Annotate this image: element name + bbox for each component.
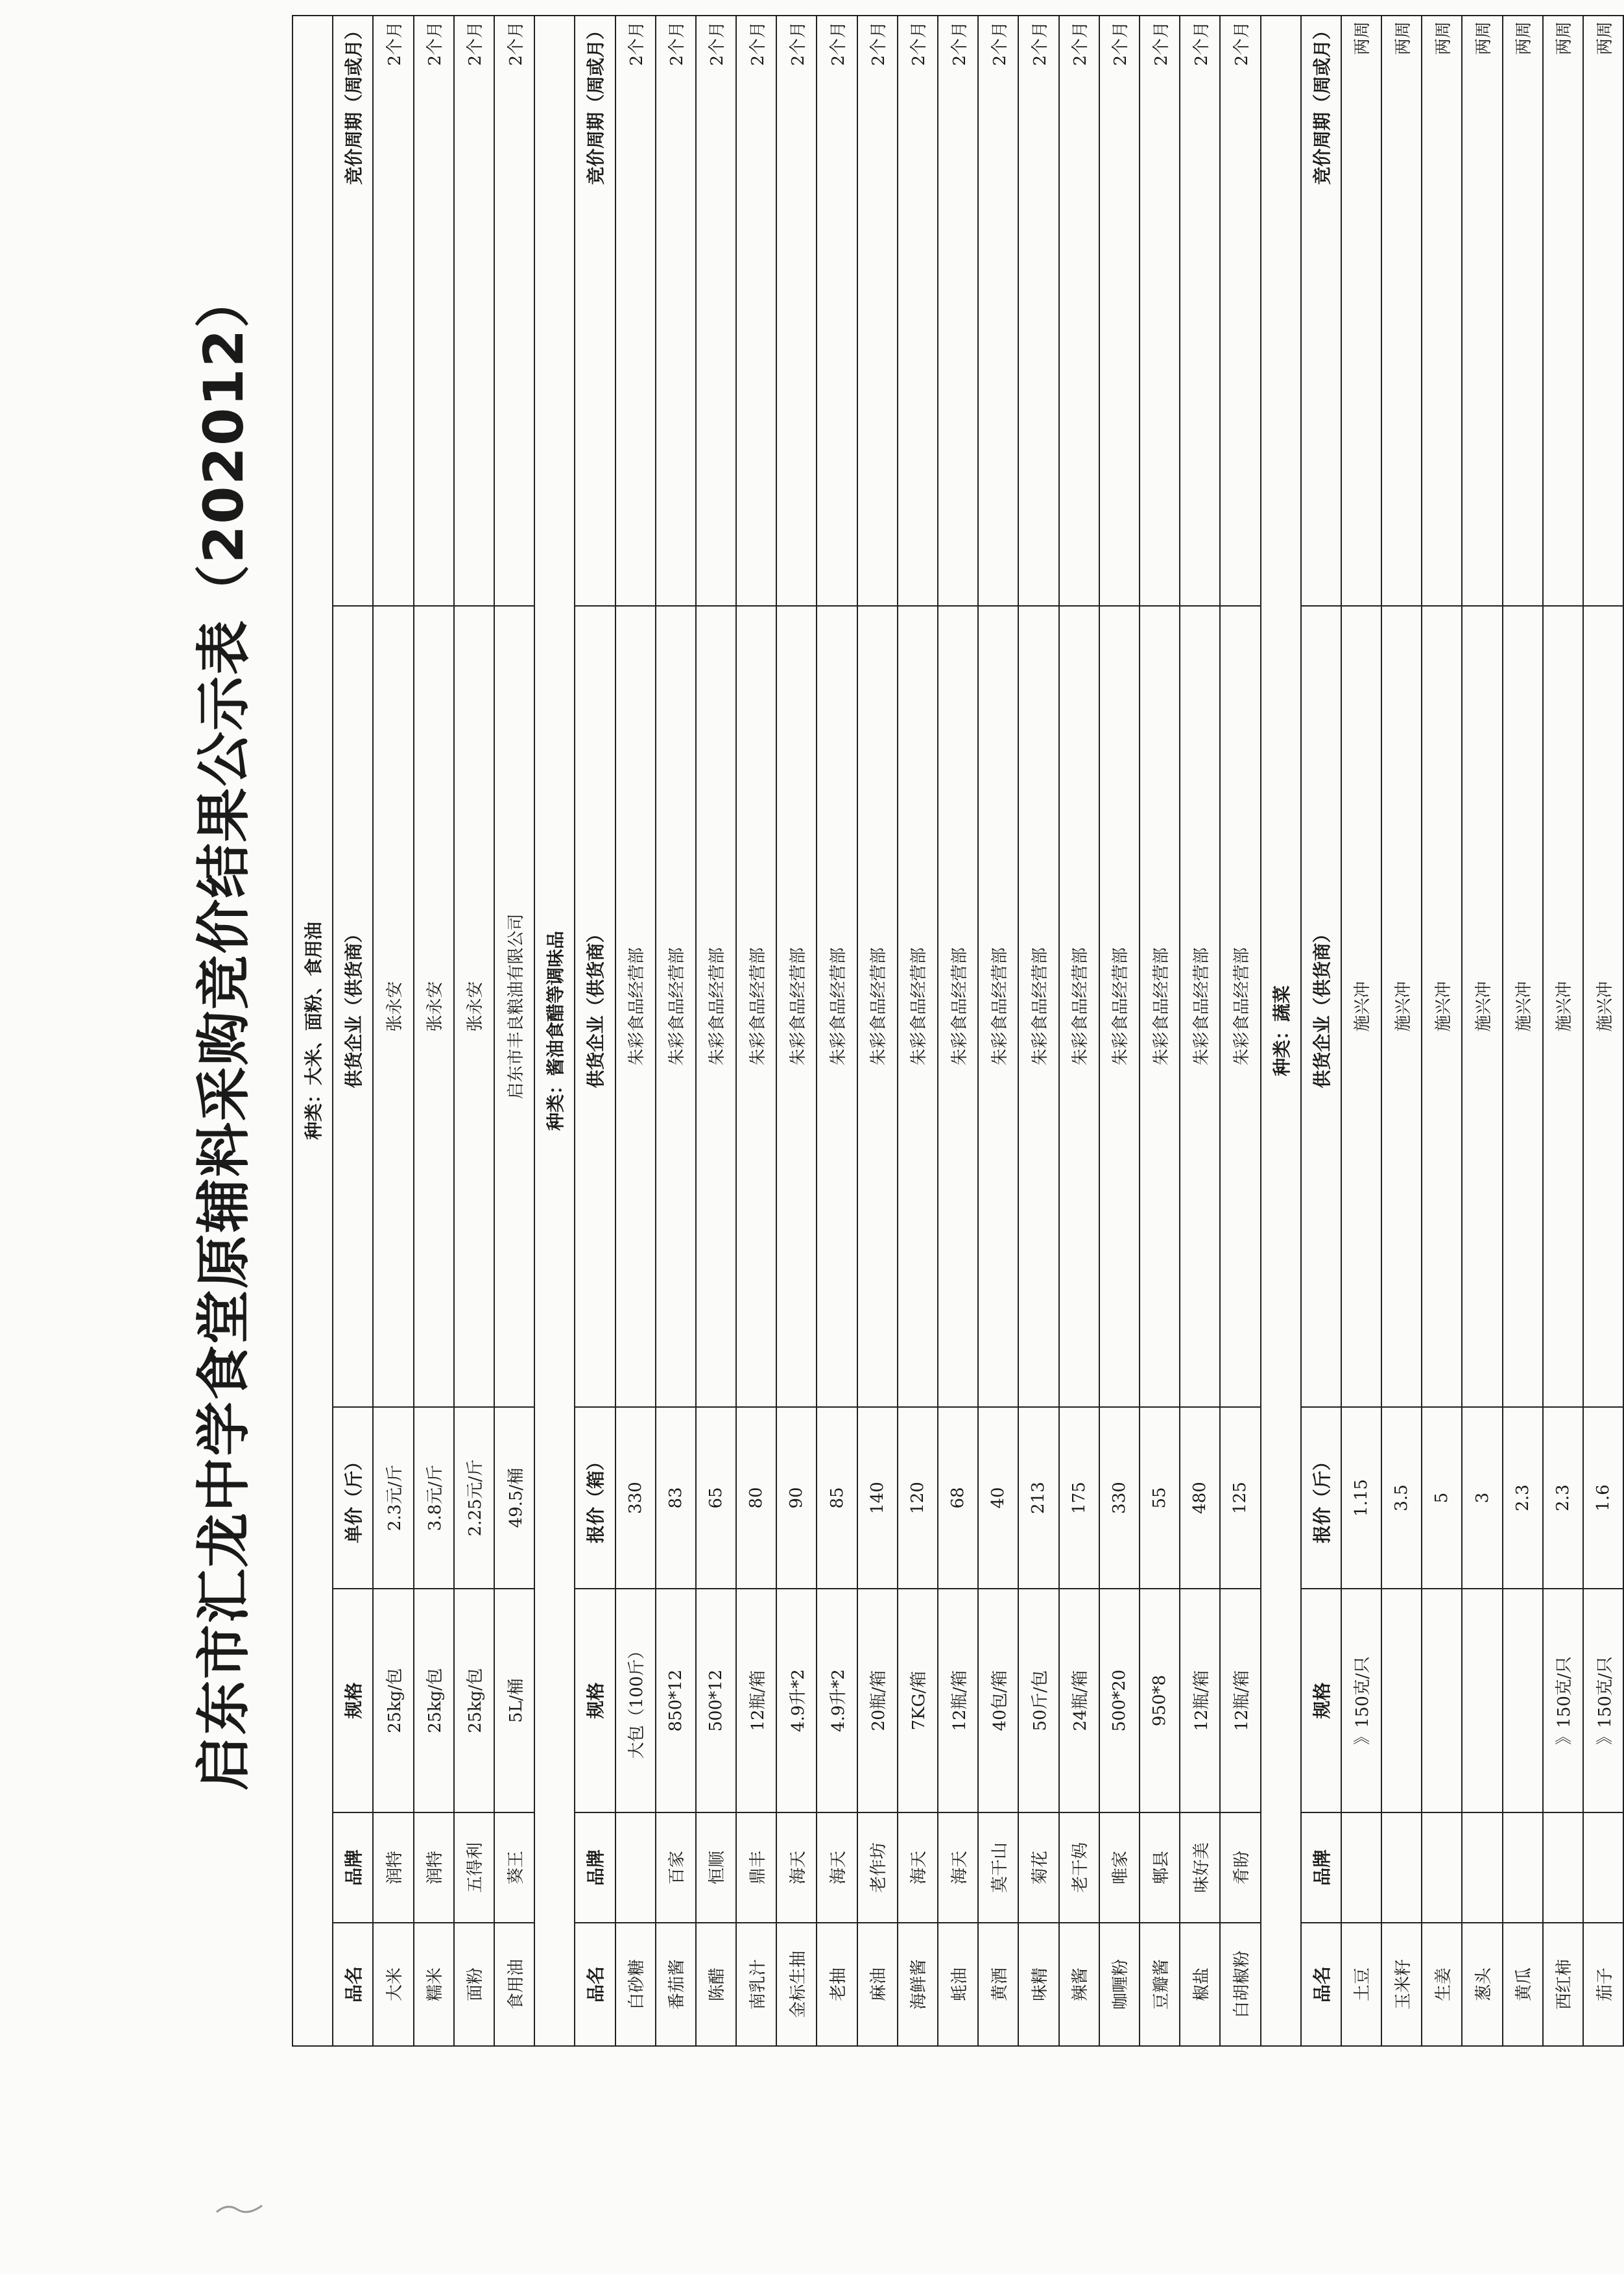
table-cell: 7KG/箱 — [898, 1589, 938, 1812]
table-cell: 椒盐 — [1180, 1923, 1220, 2046]
price-table — [292, 15, 1624, 2047]
table-cell: 西红柿 — [1543, 1923, 1583, 2046]
table-cell: 菊花 — [1018, 1812, 1058, 1923]
table-row — [1059, 16, 1099, 2046]
table-cell: 鼎丰 — [736, 1812, 776, 1923]
table-cell — [1422, 1589, 1462, 1812]
table-cell: 糯米 — [414, 1923, 454, 2046]
table-cell: 2个月 — [696, 16, 736, 606]
table-cell: 40包/箱 — [978, 1589, 1018, 1812]
table-cell — [1503, 1589, 1543, 1812]
category-row — [1261, 16, 1301, 2046]
category-row — [293, 16, 333, 2046]
column-header: 竞价周期（周或月） — [575, 16, 615, 606]
table-cell: 施兴冲 — [1503, 606, 1543, 1407]
table-cell: 老抽 — [817, 1923, 857, 2046]
column-header: 竞价周期（周或月） — [1301, 16, 1341, 606]
table-cell: 50斤/包 — [1018, 1589, 1058, 1812]
table-row — [776, 16, 817, 2046]
column-header: 规格 — [1301, 1589, 1341, 1812]
table-cell: 海天 — [817, 1812, 857, 1923]
table-cell: 85 — [817, 1407, 857, 1589]
column-header: 单价（斤） — [333, 1407, 373, 1589]
table-cell: 12瓶/箱 — [938, 1589, 978, 1812]
column-header: 品名 — [1301, 1923, 1341, 2046]
table-cell: 味精 — [1018, 1923, 1058, 2046]
table-cell: 张永安 — [454, 606, 494, 1407]
table-row — [494, 16, 534, 2046]
column-header: 供货企业（供货商） — [575, 606, 615, 1407]
table-cell: 朱彩食品经营部 — [1220, 606, 1260, 1407]
table-cell — [1503, 1812, 1543, 1923]
table-row — [1462, 16, 1502, 2046]
table-cell: 4.9升*2 — [817, 1589, 857, 1812]
table-cell: 两周 — [1543, 16, 1583, 606]
table-cell: 施兴冲 — [1341, 606, 1381, 1407]
table-cell: 味好美 — [1180, 1812, 1220, 1923]
table-cell — [1381, 1589, 1422, 1812]
table-cell: 朱彩食品经营部 — [1099, 606, 1140, 1407]
column-header: 报价（斤） — [1301, 1407, 1341, 1589]
scan-mark — [214, 2199, 266, 2219]
category-label: 种类：蔬菜 — [1261, 16, 1301, 2046]
table-cell: 朱彩食品经营部 — [857, 606, 898, 1407]
table-cell: 20瓶/箱 — [857, 1589, 898, 1812]
column-header: 品名 — [575, 1923, 615, 2046]
page-title: 启东市汇龙中学食堂原辅料采购竞价结果公示表（202012） — [192, 272, 256, 1791]
table-cell: 40 — [978, 1407, 1018, 1589]
table-cell: 2个月 — [857, 16, 898, 606]
table-cell: 朱彩食品经营部 — [736, 606, 776, 1407]
table-cell: 朱彩食品经营部 — [1018, 606, 1058, 1407]
table-cell: 2个月 — [1099, 16, 1140, 606]
table-cell: 施兴冲 — [1381, 606, 1422, 1407]
column-header: 品名 — [333, 1923, 373, 2046]
table-cell — [1462, 1589, 1502, 1812]
table-cell — [1543, 1812, 1583, 1923]
table-cell: 大米 — [373, 1923, 413, 2046]
table-cell: 肴盼 — [1220, 1812, 1260, 1923]
table-row — [696, 16, 736, 2046]
table-cell: 2个月 — [1140, 16, 1180, 606]
table-cell: 175 — [1059, 1407, 1099, 1589]
table-cell: 张永安 — [373, 606, 413, 1407]
table-cell: 海天 — [776, 1812, 817, 1923]
table-row — [656, 16, 696, 2046]
table-row — [1543, 16, 1583, 2046]
table-cell — [1422, 1812, 1462, 1923]
header-row — [333, 16, 373, 2046]
table-cell: 2个月 — [1220, 16, 1260, 606]
table-cell: 百家 — [656, 1812, 696, 1923]
column-header: 供货企业（供货商） — [333, 606, 373, 1407]
table-cell: 张永安 — [414, 606, 454, 1407]
table-cell: 老干妈 — [1059, 1812, 1099, 1923]
table-cell: 朱彩食品经营部 — [938, 606, 978, 1407]
column-header: 竞价周期（周或月） — [333, 16, 373, 606]
table-row — [857, 16, 898, 2046]
table-cell: 2.3 — [1543, 1407, 1583, 1589]
table-cell: 郫县 — [1140, 1812, 1180, 1923]
table-row — [414, 16, 454, 2046]
table-cell: 2个月 — [817, 16, 857, 606]
column-header: 报价（箱） — [575, 1407, 615, 1589]
table-row — [736, 16, 776, 2046]
table-cell: 番茄酱 — [656, 1923, 696, 2046]
table-cell: 2个月 — [494, 16, 534, 606]
column-header: 规格 — [575, 1589, 615, 1812]
table-cell — [1462, 1812, 1502, 1923]
table-cell: 唯家 — [1099, 1812, 1140, 1923]
table-cell: 老作坊 — [857, 1812, 898, 1923]
table-cell: 213 — [1018, 1407, 1058, 1589]
table-cell: 2个月 — [454, 16, 494, 606]
table-cell: 施兴冲 — [1422, 606, 1462, 1407]
table-cell: 葱头 — [1462, 1923, 1502, 2046]
table-cell: 辣酱 — [1059, 1923, 1099, 2046]
table-cell: 南乳汁 — [736, 1923, 776, 2046]
table-cell: 2个月 — [776, 16, 817, 606]
table-cell: 》150克/只 — [1341, 1589, 1381, 1812]
table-cell: 葵王 — [494, 1812, 534, 1923]
table-cell: 2个月 — [898, 16, 938, 606]
table-cell: 80 — [736, 1407, 776, 1589]
table-cell — [1583, 1812, 1623, 1923]
table-cell: 2个月 — [414, 16, 454, 606]
table-row — [615, 16, 656, 2046]
table-cell: 2个月 — [656, 16, 696, 606]
category-label: 种类：酱油食醋等调味品 — [534, 16, 575, 2046]
table-cell: 生姜 — [1422, 1923, 1462, 2046]
table-cell: 500*20 — [1099, 1589, 1140, 1812]
column-header: 品牌 — [1301, 1812, 1341, 1923]
header-row — [1301, 16, 1341, 2046]
table-cell: 1.15 — [1341, 1407, 1381, 1589]
table-cell: 》150克/只 — [1543, 1589, 1583, 1812]
table-row — [978, 16, 1018, 2046]
table-cell: 白胡椒粉 — [1220, 1923, 1260, 2046]
table-cell: 3.5 — [1381, 1407, 1422, 1589]
table-cell: 咖喱粉 — [1099, 1923, 1140, 2046]
table-cell: 2个月 — [938, 16, 978, 606]
table-cell: 25kg/包 — [454, 1589, 494, 1812]
table-cell: 55 — [1140, 1407, 1180, 1589]
table-cell: 黄酒 — [978, 1923, 1018, 2046]
column-header: 品牌 — [575, 1812, 615, 1923]
table-cell — [615, 1812, 656, 1923]
table-cell: 5 — [1422, 1407, 1462, 1589]
table-cell: 豆瓣酱 — [1140, 1923, 1180, 2046]
column-header: 供货企业（供货商） — [1301, 606, 1341, 1407]
table-cell: 2.25元/斤 — [454, 1407, 494, 1589]
table-row — [1422, 16, 1462, 2046]
table-cell: 850*12 — [656, 1589, 696, 1812]
table-cell: 125 — [1220, 1407, 1260, 1589]
table-cell: 25kg/包 — [373, 1589, 413, 1812]
table-row — [817, 16, 857, 2046]
table-cell: 480 — [1180, 1407, 1220, 1589]
table-cell: 1.6 — [1583, 1407, 1623, 1589]
table-cell: 朱彩食品经营部 — [656, 606, 696, 1407]
table-cell: 两周 — [1583, 16, 1623, 606]
table-row — [454, 16, 494, 2046]
table-row — [1018, 16, 1058, 2046]
table-row — [1341, 16, 1381, 2046]
table-row — [1180, 16, 1220, 2046]
table-cell: 润特 — [414, 1812, 454, 1923]
table-cell: 大包（100斤） — [615, 1589, 656, 1812]
table-cell: 4.9升*2 — [776, 1589, 817, 1812]
table-cell: 朱彩食品经营部 — [696, 606, 736, 1407]
table-cell: 海天 — [898, 1812, 938, 1923]
table-cell: 土豆 — [1341, 1923, 1381, 2046]
category-row — [534, 16, 575, 2046]
table-row — [938, 16, 978, 2046]
table-cell: 五得利 — [454, 1812, 494, 1923]
table-cell: 49.5/桶 — [494, 1407, 534, 1589]
table-cell: 启东市丰良粮油有限公司 — [494, 606, 534, 1407]
table-cell: 140 — [857, 1407, 898, 1589]
table-cell: 2个月 — [373, 16, 413, 606]
table-cell — [1341, 1812, 1381, 1923]
table-cell: 120 — [898, 1407, 938, 1589]
table-cell: 2个月 — [1059, 16, 1099, 606]
table-cell: 朱彩食品经营部 — [898, 606, 938, 1407]
table-cell: 玉米籽 — [1381, 1923, 1422, 2046]
table-cell: 2个月 — [1018, 16, 1058, 606]
table-cell: 朱彩食品经营部 — [776, 606, 817, 1407]
table-cell: 83 — [656, 1407, 696, 1589]
table-cell: 90 — [776, 1407, 817, 1589]
table-cell: 2个月 — [736, 16, 776, 606]
table-cell: 两周 — [1503, 16, 1543, 606]
table-cell: 朱彩食品经营部 — [978, 606, 1018, 1407]
table-cell: 12瓶/箱 — [1180, 1589, 1220, 1812]
table-cell: 润特 — [373, 1812, 413, 1923]
table-cell: 施兴冲 — [1543, 606, 1583, 1407]
table-cell: 2个月 — [615, 16, 656, 606]
table-row — [1099, 16, 1140, 2046]
table-cell: 朱彩食品经营部 — [1059, 606, 1099, 1407]
table-cell: 蚝油 — [938, 1923, 978, 2046]
table-cell: 恒顺 — [696, 1812, 736, 1923]
table-cell: 两周 — [1462, 16, 1502, 606]
table-cell: 2个月 — [1180, 16, 1220, 606]
rotated-page — [156, 16, 1615, 2047]
table-cell: 朱彩食品经营部 — [615, 606, 656, 1407]
table-cell: 施兴冲 — [1583, 606, 1623, 1407]
table-cell: 茄子 — [1583, 1923, 1623, 2046]
table-row — [1583, 16, 1623, 2046]
table-cell: 两周 — [1341, 16, 1381, 606]
table-cell: 3 — [1462, 1407, 1502, 1589]
table-cell: 朱彩食品经营部 — [1180, 606, 1220, 1407]
table-cell: 陈醋 — [696, 1923, 736, 2046]
table-cell: 白砂糖 — [615, 1923, 656, 2046]
table-cell: 海鲜酱 — [898, 1923, 938, 2046]
table-cell: 2.3元/斤 — [373, 1407, 413, 1589]
table-row — [1381, 16, 1422, 2046]
table-row — [1220, 16, 1260, 2046]
table-cell: 朱彩食品经营部 — [817, 606, 857, 1407]
table-cell: 500*12 — [696, 1589, 736, 1812]
table-cell: 》150克/只 — [1583, 1589, 1623, 1812]
table-row — [373, 16, 413, 2046]
table-cell: 12瓶/箱 — [736, 1589, 776, 1812]
table-cell: 2.3 — [1503, 1407, 1543, 1589]
table-cell: 海天 — [938, 1812, 978, 1923]
table-row — [898, 16, 938, 2046]
table-cell: 施兴冲 — [1462, 606, 1502, 1407]
table-cell: 两周 — [1422, 16, 1462, 606]
table-cell: 950*8 — [1140, 1589, 1180, 1812]
table-cell: 65 — [696, 1407, 736, 1589]
table-cell: 3.8元/斤 — [414, 1407, 454, 1589]
header-row — [575, 16, 615, 2046]
table-cell: 25kg/包 — [414, 1589, 454, 1812]
table-cell: 68 — [938, 1407, 978, 1589]
table-cell: 2个月 — [978, 16, 1018, 606]
table-cell — [1381, 1812, 1422, 1923]
table-cell: 黄瓜 — [1503, 1923, 1543, 2046]
column-header: 品牌 — [333, 1812, 373, 1923]
table-cell: 面粉 — [454, 1923, 494, 2046]
table-cell: 330 — [1099, 1407, 1140, 1589]
table-row — [1503, 16, 1543, 2046]
table-cell: 330 — [615, 1407, 656, 1589]
table-cell: 朱彩食品经营部 — [1140, 606, 1180, 1407]
table-cell: 莫干山 — [978, 1812, 1018, 1923]
table-cell: 两周 — [1381, 16, 1422, 606]
column-header: 规格 — [333, 1589, 373, 1812]
table-cell: 12瓶/箱 — [1220, 1589, 1260, 1812]
table-cell: 5L/桶 — [494, 1589, 534, 1812]
table-cell: 麻油 — [857, 1923, 898, 2046]
table-cell: 24瓶/箱 — [1059, 1589, 1099, 1812]
table-cell: 食用油 — [494, 1923, 534, 2046]
table-row — [1140, 16, 1180, 2046]
table-cell: 金标生抽 — [776, 1923, 817, 2046]
category-label: 种类：大米、面粉、食用油 — [293, 16, 333, 2046]
